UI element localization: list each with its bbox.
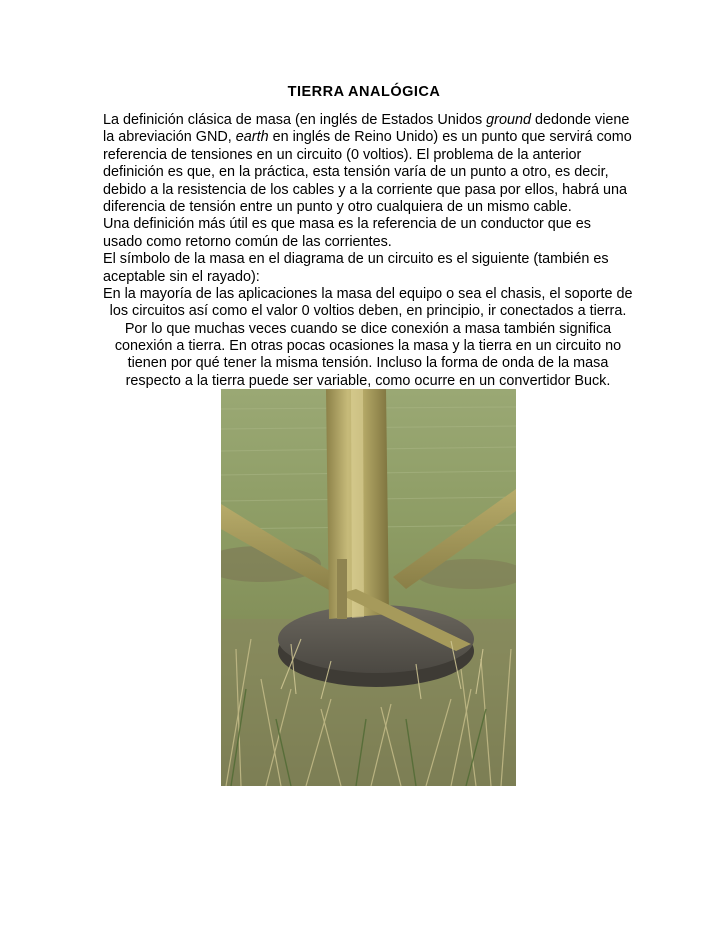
text-line: la abreviación GND, earth en inglés de Reino Unido) es un punto que servirá como xyxy=(103,129,632,146)
text-line-centered: respecto a la tierra puede ser variable, como ocurre en un convertidor Buck. xyxy=(125,372,611,389)
text-line: diferencia de tensión entre un punto y otro cualquiera de un mismo cable. xyxy=(103,198,572,215)
text-line-centered: conexión a tierra. En otras pocas ocasiones la masa y la tierra en un circuito no xyxy=(114,338,622,355)
ground-stake-photo xyxy=(221,389,516,786)
text-line: La definición clásica de masa (en inglés de Estados Unidos ground dedonde viene xyxy=(103,112,630,128)
text-line: definición es que, en la práctica, esta tensión varía de un punto a otro, es decir, xyxy=(103,164,609,181)
italic-term: earth xyxy=(235,129,269,146)
text-line-centered: Por lo que muchas veces cuando se dice conexión a masa también significa xyxy=(124,320,612,337)
text-line: debido a la resistencia de los cables y a la corriente que pasa por ellos, habrá una xyxy=(103,181,627,198)
text-line: aceptable sin el rayado): xyxy=(103,268,260,285)
text-line: usado como retorno común de las corrientes. xyxy=(103,233,392,250)
text-line: referencia de tensiones en un circuito (0 voltios). El problema de la anterior xyxy=(103,146,582,163)
text-line-centered: tienen por qué tener la misma tensión. Incluso la forma de onda de la masa xyxy=(127,355,609,372)
text-line: El símbolo de la masa en el diagrama de un circuito es el siguiente (también es xyxy=(103,251,609,268)
italic-term: ground xyxy=(486,112,531,128)
text-line: En la mayoría de las aplicaciones la masa del equipo o sea el chasis, el soporte de xyxy=(103,285,633,302)
text-line: Una definición más útil es que masa es la referencia de un conductor que es xyxy=(103,216,591,233)
body-paragraph xyxy=(103,112,633,390)
text-line-centered: los circuitos así como el valor 0 voltios deben, en principio, ir conectados a tierra. xyxy=(109,303,627,320)
document-title: TIERRA ANALÓGICA xyxy=(287,84,441,100)
